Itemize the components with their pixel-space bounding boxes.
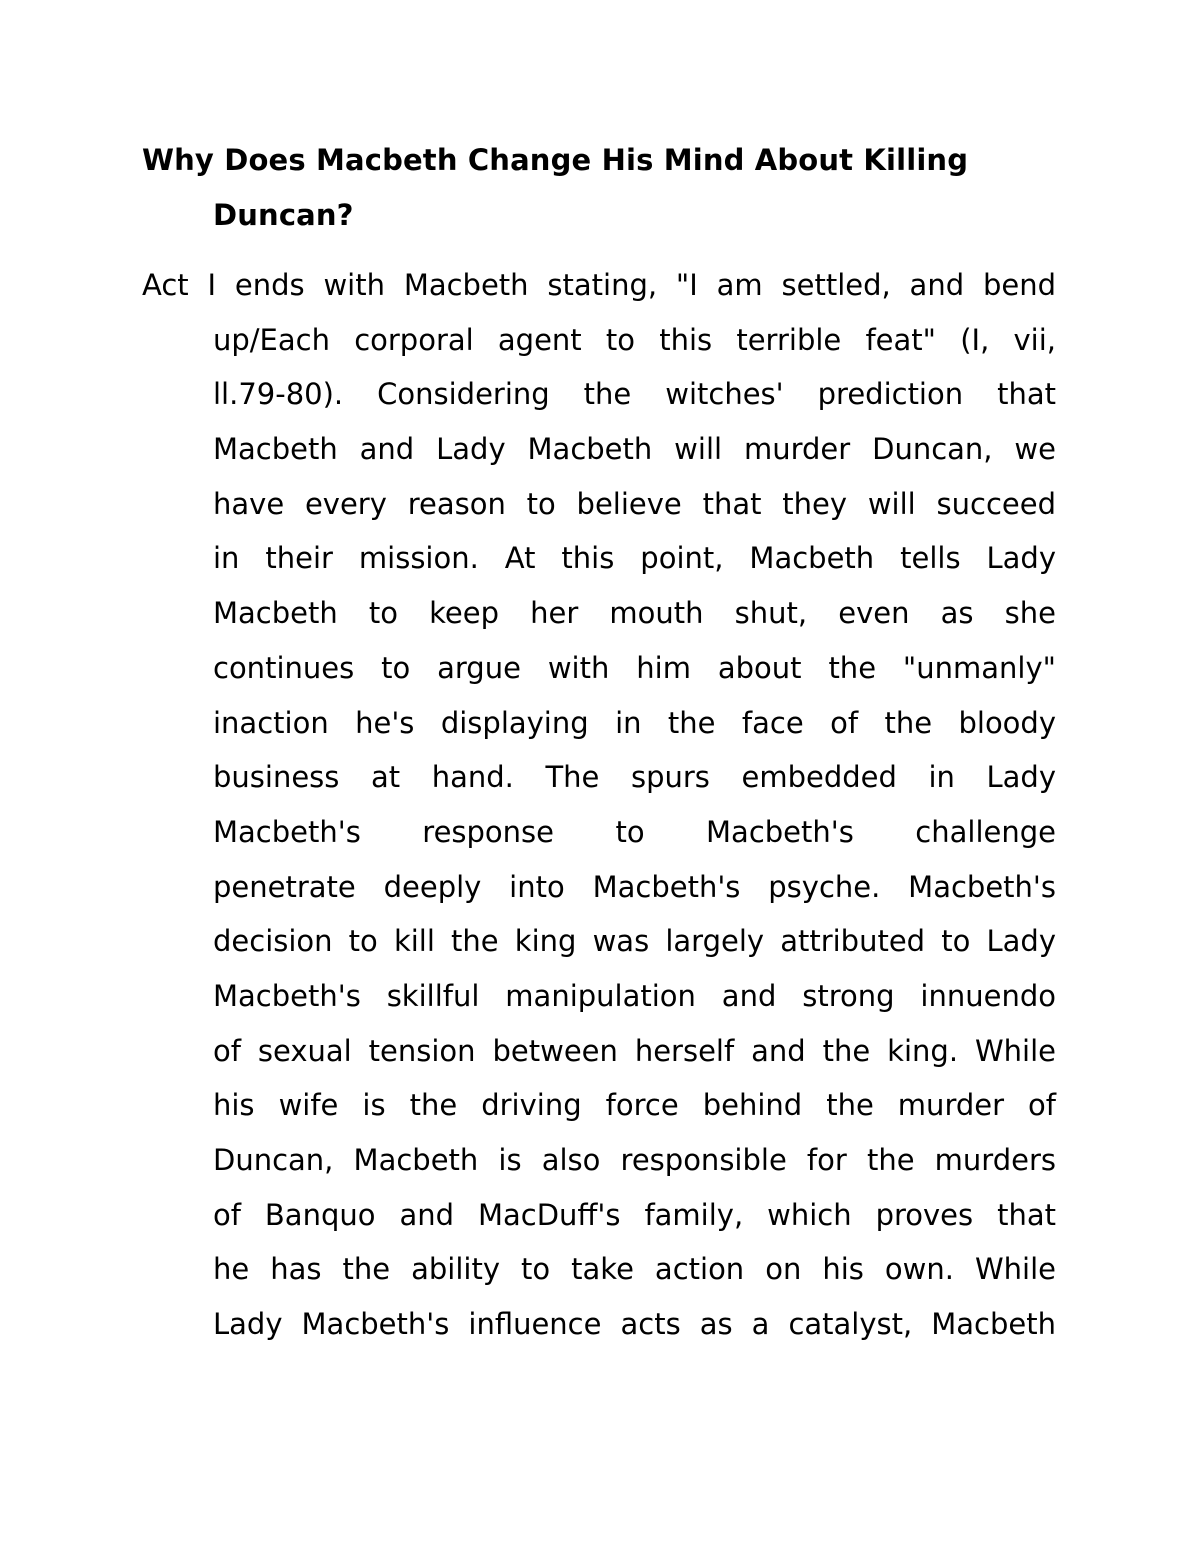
body-line: have every reason to believe that they will succeed [213, 486, 1056, 521]
body-line: Act I ends with Macbeth stating, "I am settled, and bend [142, 268, 1056, 302]
body-line: Macbeth and Lady Macbeth will murder Duncan, we [213, 432, 1056, 467]
body-line: Macbeth's skillful manipulation and strong innuendo [213, 978, 1056, 1013]
body-line: his wife is the driving force behind the murder of [213, 1088, 1056, 1123]
body-line: Macbeth's response to Macbeth's challenge [213, 814, 1056, 849]
body-line: he has the ability to take action on his own. While [213, 1252, 1056, 1287]
body-line: in their mission. At this point, Macbeth tells Lady [213, 541, 1056, 576]
body-line: continues to argue with him about the "unmanly" [213, 650, 1056, 685]
body-line: Lady Macbeth's influence acts as a catalyst, Macbeth [213, 1307, 1056, 1342]
body-line: decision to kill the king was largely attributed to Lady [213, 924, 1056, 959]
body-line: inaction he's displaying in the face of the bloody [213, 705, 1056, 740]
body-line: penetrate deeply into Macbeth's psyche. Macbeth's [213, 869, 1056, 904]
body-line: business at hand. The spurs embedded in Lady [213, 760, 1056, 795]
body-line: of Banquo and MacDuff's family, which proves that [213, 1197, 1056, 1232]
body-line: ll.79-80). Considering the witches' prediction that [213, 377, 1056, 412]
body-paragraph [142, 258, 1056, 1352]
body-line: Duncan, Macbeth is also responsible for the murders [213, 1143, 1056, 1177]
document-title [142, 133, 1056, 242]
title-line-1: Why Does Macbeth Change His Mind About Killing [142, 143, 969, 177]
title-line-2: Duncan? [213, 197, 354, 232]
body-line: Macbeth to keep her mouth shut, even as she [213, 596, 1056, 631]
body-line: up/Each corporal agent to this terrible feat" (I, vii, [213, 322, 1056, 357]
body-line: of sexual tension between herself and the king. While [213, 1033, 1056, 1068]
